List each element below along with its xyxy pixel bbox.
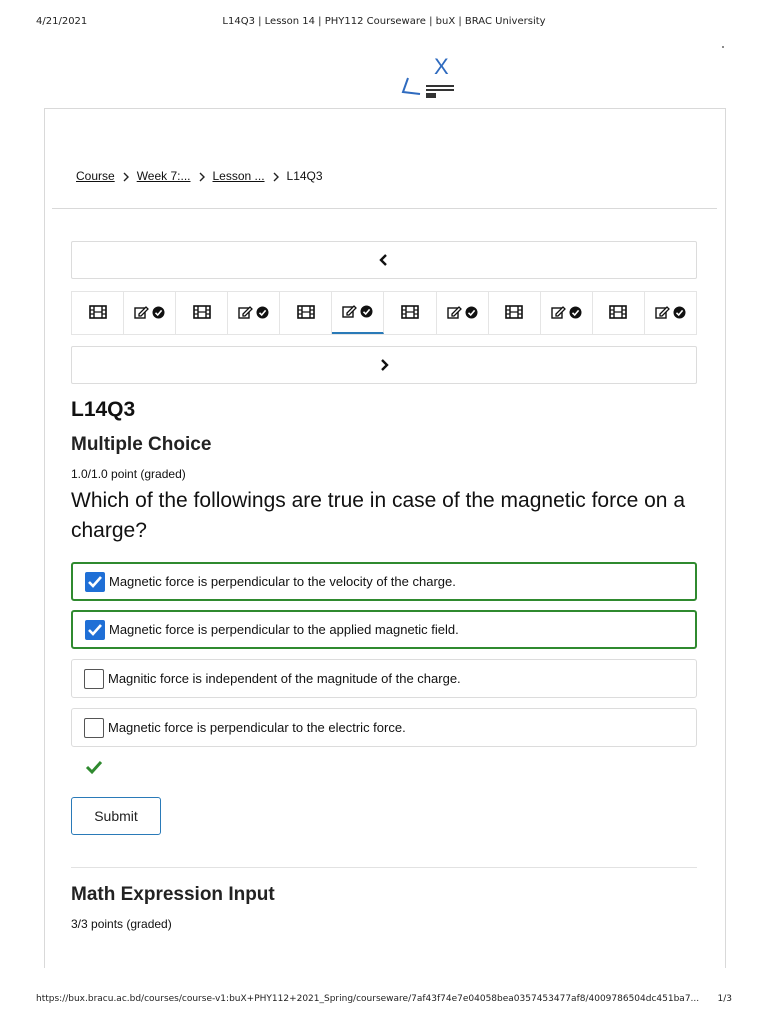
choice-2[interactable] xyxy=(71,610,697,649)
sequence-tab-9[interactable] xyxy=(489,292,541,334)
edit-icon xyxy=(134,304,149,323)
question-text: Which of the followings are true in case of the magnetic force on a charge? xyxy=(71,489,685,542)
print-header xyxy=(0,16,768,32)
problem-type-heading: Multiple Choice xyxy=(71,434,212,455)
check-circle-icon xyxy=(152,304,165,323)
chevron-left-icon xyxy=(379,254,389,266)
previous-unit-button[interactable] xyxy=(71,241,697,279)
logo-letter: X xyxy=(434,54,449,79)
check-circle-icon xyxy=(569,304,582,323)
problem-points: 1.0/1.0 point (graded) xyxy=(71,467,186,481)
checkbox[interactable] xyxy=(84,718,104,738)
sequence-tab-4[interactable] xyxy=(228,292,280,334)
chevron-right-icon xyxy=(379,359,389,371)
submit-button[interactable]: Submit xyxy=(71,797,161,835)
next-problem-type-heading: Math Expression Input xyxy=(71,884,275,905)
check-circle-icon xyxy=(465,304,478,323)
edit-icon xyxy=(655,304,670,323)
correct-check-icon xyxy=(85,759,103,775)
breadcrumb xyxy=(76,166,323,186)
print-page-number: 1/3 xyxy=(717,994,732,1004)
breadcrumb-divider xyxy=(52,208,717,209)
edit-icon xyxy=(342,303,357,322)
check-icon xyxy=(87,575,103,589)
check-icon xyxy=(87,623,103,637)
choice-4[interactable] xyxy=(71,708,697,747)
sequence-tab-7[interactable] xyxy=(384,292,436,334)
problem-divider xyxy=(71,867,697,868)
sequence-tab-5[interactable] xyxy=(280,292,332,334)
sequence-tab-6[interactable] xyxy=(332,292,384,334)
video-icon xyxy=(193,304,211,323)
video-icon xyxy=(89,304,107,323)
edit-icon xyxy=(551,304,566,323)
breadcrumb-lesson[interactable]: Lesson ... xyxy=(212,169,265,183)
sequence-tabs xyxy=(71,291,697,335)
choice-3[interactable] xyxy=(71,659,697,698)
next-problem-points: 3/3 points (graded) xyxy=(71,917,172,931)
page-dot xyxy=(722,46,724,48)
sequence-tab-2[interactable] xyxy=(124,292,176,334)
checkbox-checked[interactable] xyxy=(85,572,105,592)
print-title: L14Q3 | Lesson 14 | PHY112 Courseware | buX | BRAC University xyxy=(222,16,546,27)
breadcrumb-course[interactable]: Course xyxy=(76,169,115,183)
video-icon xyxy=(297,304,315,323)
check-circle-icon xyxy=(256,304,269,323)
check-circle-icon xyxy=(360,303,373,322)
check-circle-icon xyxy=(673,304,686,323)
video-icon xyxy=(505,304,523,323)
print-date: 4/21/2021 xyxy=(36,16,88,27)
video-icon xyxy=(609,304,627,323)
unit-title: L14Q3 xyxy=(71,398,136,421)
choice-1[interactable] xyxy=(71,562,697,601)
sequence-tab-3[interactable] xyxy=(176,292,228,334)
choice-label: Magnitic force is independent of the magnitude of the charge. xyxy=(108,671,461,686)
choice-label: Magnetic force is perpendicular to the applied magnetic field. xyxy=(109,622,459,637)
edit-icon xyxy=(447,304,462,323)
checkbox-checked[interactable] xyxy=(85,620,105,640)
breadcrumb-current: L14Q3 xyxy=(286,169,323,183)
bux-logo[interactable] xyxy=(398,52,462,102)
sequence-tab-12[interactable] xyxy=(645,292,696,334)
print-footer xyxy=(0,994,768,1008)
sequence-tab-11[interactable] xyxy=(593,292,645,334)
edit-icon xyxy=(238,304,253,323)
chevron-right-icon xyxy=(115,169,137,183)
choice-label: Magnetic force is perpendicular to the velocity of the charge. xyxy=(109,574,456,589)
sequence-tab-1[interactable] xyxy=(72,292,124,334)
video-icon xyxy=(401,304,419,323)
breadcrumb-week[interactable]: Week 7:... xyxy=(136,169,191,183)
chevron-right-icon xyxy=(265,169,287,183)
chevron-right-icon xyxy=(191,169,213,183)
next-unit-button[interactable] xyxy=(71,346,697,384)
print-url: https://bux.bracu.ac.bd/courses/course-v1:buX+PHY112+2021_Spring/courseware/7af43f74e7e04058bea0357453477af8/4009786504dc451ba7... xyxy=(36,994,700,1004)
sequence-tab-8[interactable] xyxy=(437,292,489,334)
choice-label: Magnetic force is perpendicular to the electric force. xyxy=(108,720,406,735)
checkbox[interactable] xyxy=(84,669,104,689)
sequence-tab-10[interactable] xyxy=(541,292,593,334)
